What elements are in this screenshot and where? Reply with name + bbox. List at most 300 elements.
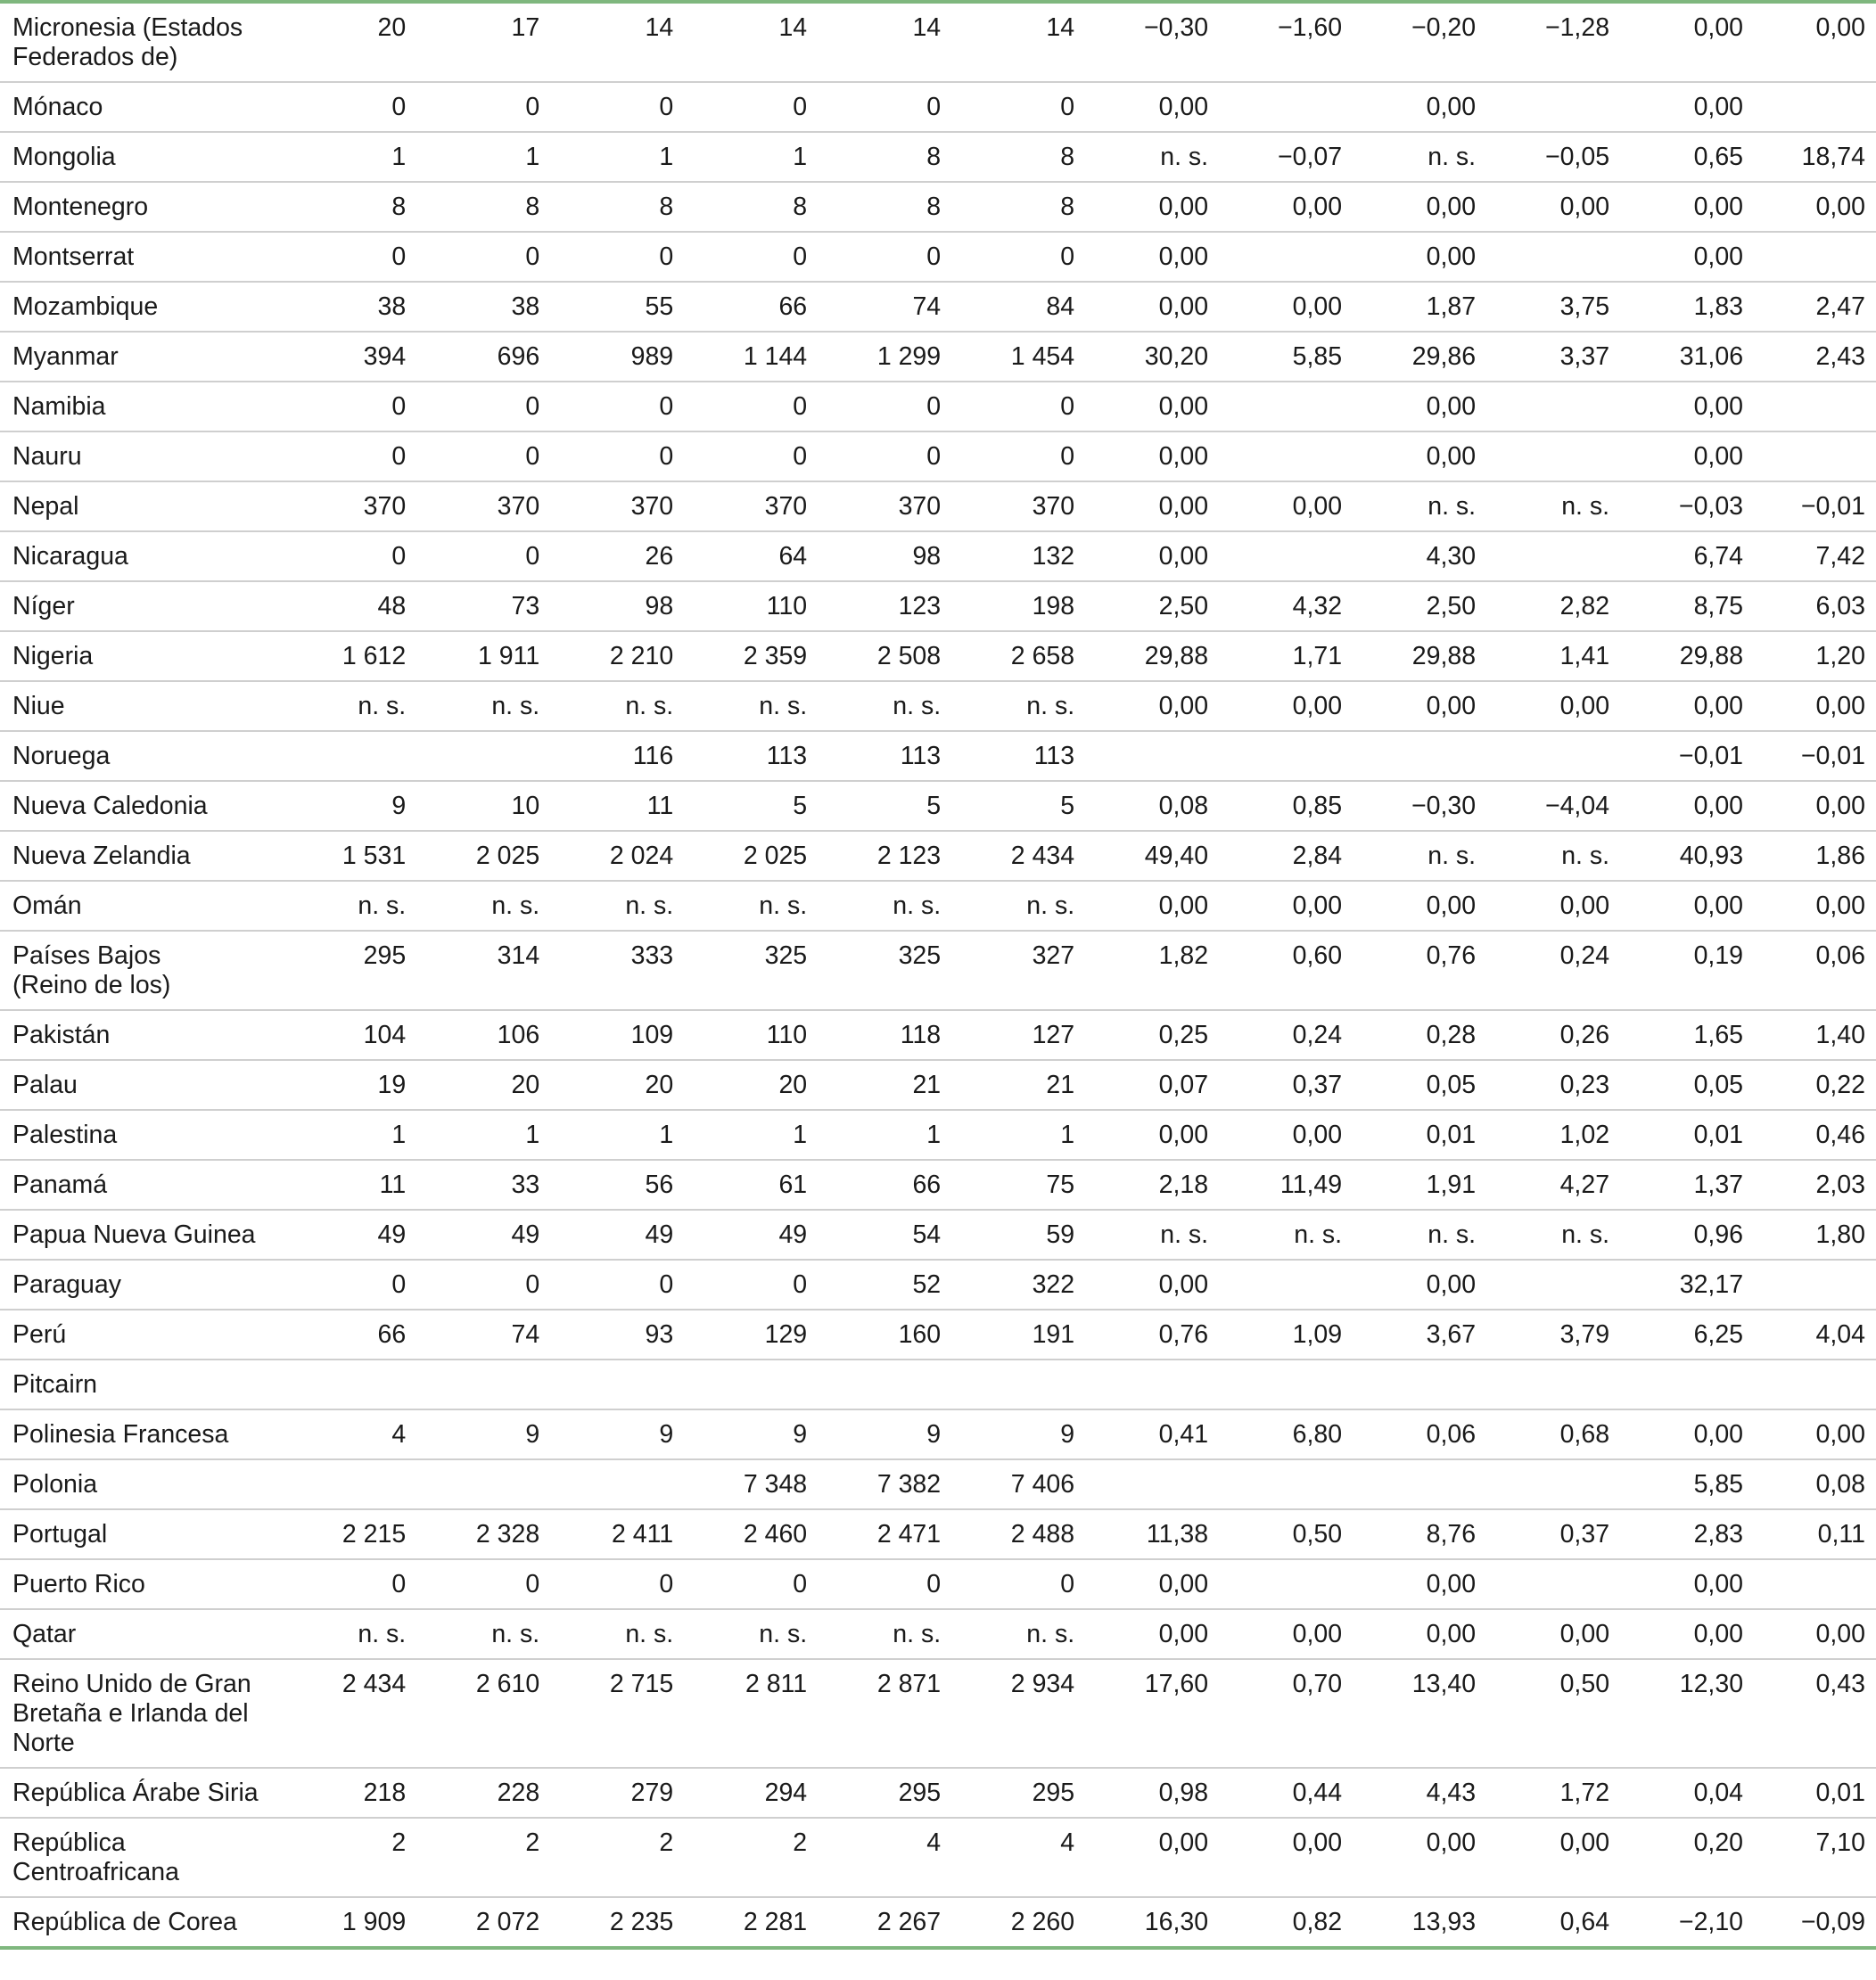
value-cell: 327 <box>951 931 1085 1010</box>
value-cell: 0,00 <box>1620 82 1754 132</box>
value-cell: 2,82 <box>1486 581 1620 631</box>
value-cell: 1 911 <box>416 631 550 681</box>
value-cell: 0 <box>416 382 550 431</box>
value-cell: 116 <box>550 731 684 781</box>
value-cell: n. s. <box>550 681 684 731</box>
value-cell: 1 144 <box>684 332 818 382</box>
value-cell: 0,00 <box>1353 1609 1486 1659</box>
value-cell: 1 <box>818 1110 951 1160</box>
value-cell: 11 <box>550 781 684 831</box>
country-name: Namibia <box>12 392 106 421</box>
value-cell: 0,37 <box>1486 1509 1620 1559</box>
value-cell <box>1754 1260 1876 1310</box>
country-name-cell <box>0 731 283 781</box>
value-cell: 1,86 <box>1754 831 1876 881</box>
value-cell: 0,00 <box>1085 1260 1219 1310</box>
value-cell: 2 508 <box>818 631 951 681</box>
value-cell: 2 235 <box>550 1897 684 1948</box>
value-cell: 0 <box>550 1559 684 1609</box>
country-name: Nigeria <box>12 642 94 670</box>
value-cell: 1 <box>951 1110 1085 1160</box>
value-cell: 9 <box>684 1409 818 1459</box>
value-cell: 7 348 <box>684 1459 818 1509</box>
country-name-cell <box>0 1818 283 1897</box>
value-cell: 0,00 <box>1754 881 1876 931</box>
value-cell: n. s. <box>1486 831 1620 881</box>
value-cell: 113 <box>684 731 818 781</box>
value-cell: 2 460 <box>684 1509 818 1559</box>
country-name-cell <box>0 1509 283 1559</box>
value-cell: 0 <box>951 82 1085 132</box>
value-cell: 59 <box>951 1210 1085 1260</box>
value-cell <box>1085 1459 1219 1509</box>
value-cell: 0 <box>416 531 550 581</box>
value-cell: 14 <box>818 2 951 82</box>
country-name-cell <box>0 1659 283 1768</box>
value-cell: 49 <box>550 1210 684 1260</box>
table-row <box>0 931 1876 1010</box>
country-name-cell <box>0 332 283 382</box>
value-cell <box>416 1360 550 1409</box>
value-cell: 4 <box>283 1409 416 1459</box>
value-cell: 0 <box>818 382 951 431</box>
country-name: Montenegro <box>12 193 149 221</box>
value-cell: 4 <box>818 1818 951 1897</box>
country-name: Nueva Caledonia <box>12 792 208 820</box>
table-row <box>0 1060 1876 1110</box>
country-name: Nepal <box>12 492 79 521</box>
value-cell: 1,65 <box>1620 1010 1754 1060</box>
value-cell: 29,88 <box>1353 631 1486 681</box>
value-cell: 0,00 <box>1219 1110 1353 1160</box>
table-row <box>0 1010 1876 1060</box>
country-name: Polinesia Francesa <box>12 1420 229 1449</box>
value-cell: 370 <box>283 481 416 531</box>
value-cell: 49 <box>416 1210 550 1260</box>
table-row <box>0 1609 1876 1659</box>
value-cell: 1,71 <box>1219 631 1353 681</box>
value-cell: 0,00 <box>1353 681 1486 731</box>
value-cell <box>1754 1360 1876 1409</box>
value-cell <box>1486 382 1620 431</box>
country-name: Micronesia (Estados Federados de) <box>12 13 243 71</box>
table-row <box>0 1160 1876 1210</box>
table-row <box>0 1768 1876 1818</box>
value-cell: 0,23 <box>1486 1060 1620 1110</box>
value-cell: 0 <box>951 431 1085 481</box>
value-cell: 2 328 <box>416 1509 550 1559</box>
table-row <box>0 1310 1876 1360</box>
value-cell: 61 <box>684 1160 818 1210</box>
value-cell: 0 <box>416 82 550 132</box>
value-cell: 191 <box>951 1310 1085 1360</box>
value-cell: 0,00 <box>1353 431 1486 481</box>
country-name-cell <box>0 132 283 182</box>
value-cell: 0,26 <box>1486 1010 1620 1060</box>
value-cell <box>550 1360 684 1409</box>
table-row <box>0 431 1876 481</box>
value-cell: 325 <box>818 931 951 1010</box>
value-cell: n. s. <box>951 1609 1085 1659</box>
value-cell <box>1219 382 1353 431</box>
value-cell <box>1486 1360 1620 1409</box>
value-cell <box>550 1459 684 1509</box>
value-cell: 1,37 <box>1620 1160 1754 1210</box>
value-cell: 2 072 <box>416 1897 550 1948</box>
value-cell: 0,25 <box>1085 1010 1219 1060</box>
country-name-cell <box>0 681 283 731</box>
value-cell: 123 <box>818 581 951 631</box>
value-cell: 0 <box>684 1559 818 1609</box>
value-cell: 2 024 <box>550 831 684 881</box>
value-cell: 9 <box>283 781 416 831</box>
table-row <box>0 1110 1876 1160</box>
value-cell: 8 <box>684 182 818 232</box>
value-cell: 0,00 <box>1754 182 1876 232</box>
value-cell: 0,00 <box>1620 881 1754 931</box>
country-name: Palestina <box>12 1121 118 1149</box>
value-cell: 5 <box>951 781 1085 831</box>
table-row <box>0 1360 1876 1409</box>
value-cell: n. s. <box>283 1609 416 1659</box>
value-cell: 5,85 <box>1620 1459 1754 1509</box>
value-cell: 2 260 <box>951 1897 1085 1948</box>
value-cell: 8,76 <box>1353 1509 1486 1559</box>
value-cell: 84 <box>951 282 1085 332</box>
value-cell: 2 434 <box>951 831 1085 881</box>
value-cell: 7 406 <box>951 1459 1085 1509</box>
table-row <box>0 731 1876 781</box>
value-cell: 0,00 <box>1085 232 1219 282</box>
value-cell: −1,28 <box>1486 2 1620 82</box>
value-cell: 5 <box>684 781 818 831</box>
value-cell: 5,85 <box>1219 332 1353 382</box>
value-cell: 1,09 <box>1219 1310 1353 1360</box>
value-cell: 0 <box>416 1260 550 1310</box>
value-cell: 0,00 <box>1085 431 1219 481</box>
value-cell: 8 <box>951 182 1085 232</box>
value-cell: n. s. <box>1486 481 1620 531</box>
value-cell <box>1620 1360 1754 1409</box>
value-cell: 8 <box>416 182 550 232</box>
value-cell: 49 <box>684 1210 818 1260</box>
value-cell <box>1754 431 1876 481</box>
value-cell: 2 715 <box>550 1659 684 1768</box>
value-cell <box>818 1360 951 1409</box>
country-name: Puerto Rico <box>12 1570 145 1598</box>
value-cell: 6,03 <box>1754 581 1876 631</box>
table-row <box>0 1818 1876 1897</box>
value-cell: 0,00 <box>1620 1609 1754 1659</box>
value-cell: 2,84 <box>1219 831 1353 881</box>
value-cell: n. s. <box>951 881 1085 931</box>
value-cell: n. s. <box>1085 132 1219 182</box>
value-cell: 0,41 <box>1085 1409 1219 1459</box>
value-cell: 1,20 <box>1754 631 1876 681</box>
value-cell <box>1219 1260 1353 1310</box>
value-cell: 2 658 <box>951 631 1085 681</box>
value-cell <box>1754 382 1876 431</box>
value-cell: 1,91 <box>1353 1160 1486 1210</box>
value-cell: 48 <box>283 581 416 631</box>
value-cell: 0,00 <box>1085 1609 1219 1659</box>
country-name-cell <box>0 1060 283 1110</box>
value-cell: 0,20 <box>1620 1818 1754 1897</box>
country-name-cell <box>0 2 283 82</box>
value-cell: 0,00 <box>1219 881 1353 931</box>
value-cell: 0,24 <box>1486 931 1620 1010</box>
value-cell: 98 <box>818 531 951 581</box>
value-cell: 0,00 <box>1754 781 1876 831</box>
value-cell: −0,30 <box>1353 781 1486 831</box>
value-cell: 0,50 <box>1486 1659 1620 1768</box>
value-cell: 93 <box>550 1310 684 1360</box>
country-name-cell <box>0 1360 283 1409</box>
value-cell: 2 488 <box>951 1509 1085 1559</box>
value-cell <box>283 1360 416 1409</box>
value-cell: 0 <box>416 232 550 282</box>
value-cell: 2 210 <box>550 631 684 681</box>
country-name: Pakistán <box>12 1021 111 1049</box>
value-cell: 74 <box>818 282 951 332</box>
value-cell: 1,83 <box>1620 282 1754 332</box>
table-row <box>0 332 1876 382</box>
value-cell: 2 025 <box>416 831 550 881</box>
value-cell: 9 <box>416 1409 550 1459</box>
value-cell: −0,05 <box>1486 132 1620 182</box>
table-row <box>0 581 1876 631</box>
country-name: Mónaco <box>12 93 103 121</box>
value-cell: 7,10 <box>1754 1818 1876 1897</box>
value-cell: n. s. <box>550 881 684 931</box>
value-cell: 118 <box>818 1010 951 1060</box>
value-cell <box>684 1360 818 1409</box>
value-cell: 2 871 <box>818 1659 951 1768</box>
value-cell <box>1486 1459 1620 1509</box>
value-cell: 0,00 <box>1353 182 1486 232</box>
value-cell: 228 <box>416 1768 550 1818</box>
value-cell: 370 <box>818 481 951 531</box>
country-name-cell <box>0 1459 283 1509</box>
value-cell: 1 <box>684 1110 818 1160</box>
country-name: Portugal <box>12 1520 108 1549</box>
value-cell <box>283 731 416 781</box>
value-cell: 0,00 <box>1754 1409 1876 1459</box>
value-cell: 0 <box>818 431 951 481</box>
country-name-cell <box>0 1768 283 1818</box>
value-cell <box>1486 431 1620 481</box>
country-name-cell <box>0 1609 283 1659</box>
value-cell: 0,01 <box>1353 1110 1486 1160</box>
value-cell: 6,74 <box>1620 531 1754 581</box>
value-cell: 0 <box>818 232 951 282</box>
value-cell <box>1085 1360 1219 1409</box>
value-cell: 1,87 <box>1353 282 1486 332</box>
value-cell: 11,49 <box>1219 1160 1353 1210</box>
country-name: República de Corea <box>12 1908 237 1936</box>
value-cell: 20 <box>550 1060 684 1110</box>
country-name-cell <box>0 881 283 931</box>
value-cell: −2,10 <box>1620 1897 1754 1948</box>
value-cell: 0 <box>550 382 684 431</box>
value-cell: n. s. <box>283 881 416 931</box>
country-name-cell <box>0 831 283 881</box>
value-cell: 73 <box>416 581 550 631</box>
value-cell: −0,20 <box>1353 2 1486 82</box>
value-cell: 0,00 <box>1754 1609 1876 1659</box>
country-name: Níger <box>12 592 75 620</box>
value-cell: 2 <box>283 1818 416 1897</box>
value-cell: 218 <box>283 1768 416 1818</box>
value-cell: 1 <box>283 132 416 182</box>
value-cell: 2,50 <box>1085 581 1219 631</box>
value-cell: 0,11 <box>1754 1509 1876 1559</box>
value-cell: n. s. <box>416 681 550 731</box>
value-cell: n. s. <box>550 1609 684 1659</box>
country-name-cell <box>0 481 283 531</box>
value-cell: 3,67 <box>1353 1310 1486 1360</box>
value-cell: 11,38 <box>1085 1509 1219 1559</box>
country-name: Papua Nueva Guinea <box>12 1220 256 1249</box>
value-cell: 0,70 <box>1219 1659 1353 1768</box>
value-cell: 0,00 <box>1620 431 1754 481</box>
value-cell: 49 <box>283 1210 416 1260</box>
value-cell: 49,40 <box>1085 831 1219 881</box>
value-cell: 2,47 <box>1754 282 1876 332</box>
value-cell: 8 <box>818 182 951 232</box>
country-name-cell <box>0 1160 283 1210</box>
country-name: Mozambique <box>12 292 159 321</box>
value-cell: 325 <box>684 931 818 1010</box>
value-cell: 5 <box>818 781 951 831</box>
value-cell: 0 <box>550 82 684 132</box>
value-cell: 11 <box>283 1160 416 1210</box>
value-cell: 0,00 <box>1620 1559 1754 1609</box>
value-cell: 13,40 <box>1353 1659 1486 1768</box>
value-cell: 0,60 <box>1219 931 1353 1010</box>
country-name-cell <box>0 1110 283 1160</box>
country-name: Pitcairn <box>12 1370 98 1399</box>
value-cell: 2 359 <box>684 631 818 681</box>
value-cell: 1 <box>550 1110 684 1160</box>
value-cell: 279 <box>550 1768 684 1818</box>
value-cell: 21 <box>818 1060 951 1110</box>
value-cell: 14 <box>951 2 1085 82</box>
value-cell <box>1486 731 1620 781</box>
value-cell: 0,06 <box>1754 931 1876 1010</box>
country-name: Paraguay <box>12 1270 122 1299</box>
value-cell: 370 <box>684 481 818 531</box>
value-cell: 0,22 <box>1754 1060 1876 1110</box>
value-cell: 4,27 <box>1486 1160 1620 1210</box>
value-cell: −0,01 <box>1754 731 1876 781</box>
value-cell: 0,06 <box>1353 1409 1486 1459</box>
value-cell: 2 281 <box>684 1897 818 1948</box>
value-cell: 0 <box>550 431 684 481</box>
table-row <box>0 481 1876 531</box>
value-cell: 0,19 <box>1620 931 1754 1010</box>
value-cell: 1,80 <box>1754 1210 1876 1260</box>
value-cell: 29,88 <box>1620 631 1754 681</box>
value-cell: n. s. <box>1085 1210 1219 1260</box>
value-cell: 4,30 <box>1353 531 1486 581</box>
value-cell: 8,75 <box>1620 581 1754 631</box>
value-cell: 0,00 <box>1219 681 1353 731</box>
value-cell: 66 <box>818 1160 951 1210</box>
country-name: Países Bajos (Reino de los) <box>12 941 171 999</box>
value-cell: 21 <box>951 1060 1085 1110</box>
country-name: Myanmar <box>12 342 119 371</box>
value-cell: 0 <box>684 82 818 132</box>
country-name: Noruega <box>12 742 111 770</box>
value-cell: 1 612 <box>283 631 416 681</box>
value-cell: n. s. <box>684 681 818 731</box>
table-row <box>0 282 1876 332</box>
value-cell: 2 411 <box>550 1509 684 1559</box>
value-cell: 370 <box>416 481 550 531</box>
country-name-cell <box>0 781 283 831</box>
table-body <box>0 2 1876 1948</box>
value-cell: 0,00 <box>1486 881 1620 931</box>
value-cell: 0 <box>550 232 684 282</box>
value-cell: 56 <box>550 1160 684 1210</box>
value-cell: 66 <box>684 282 818 332</box>
value-cell <box>951 1360 1085 1409</box>
value-cell: 6,80 <box>1219 1409 1353 1459</box>
value-cell: 0,07 <box>1085 1060 1219 1110</box>
value-cell: 0 <box>550 1260 684 1310</box>
value-cell: 0 <box>283 382 416 431</box>
value-cell <box>283 1459 416 1509</box>
value-cell: 7 382 <box>818 1459 951 1509</box>
value-cell: 0,04 <box>1620 1768 1754 1818</box>
value-cell: 3,37 <box>1486 332 1620 382</box>
value-cell: 20 <box>684 1060 818 1110</box>
value-cell: n. s. <box>416 1609 550 1659</box>
value-cell: 2,18 <box>1085 1160 1219 1210</box>
value-cell: 29,86 <box>1353 332 1486 382</box>
value-cell: −0,07 <box>1219 132 1353 182</box>
country-name-cell <box>0 182 283 232</box>
value-cell: 0 <box>951 1559 1085 1609</box>
table-row <box>0 132 1876 182</box>
value-cell: 294 <box>684 1768 818 1818</box>
table-row <box>0 82 1876 132</box>
value-cell <box>1754 82 1876 132</box>
value-cell: 2 471 <box>818 1509 951 1559</box>
value-cell: 20 <box>416 1060 550 1110</box>
value-cell: 0 <box>684 382 818 431</box>
table-row <box>0 1409 1876 1459</box>
value-cell <box>1219 232 1353 282</box>
value-cell: 370 <box>550 481 684 531</box>
table-row <box>0 382 1876 431</box>
value-cell: 0,00 <box>1219 182 1353 232</box>
value-cell: 10 <box>416 781 550 831</box>
value-cell: 2 <box>550 1818 684 1897</box>
value-cell: 0,05 <box>1620 1060 1754 1110</box>
country-name: Omán <box>12 891 82 920</box>
value-cell: 160 <box>818 1310 951 1360</box>
value-cell: 2 610 <box>416 1659 550 1768</box>
country-name: Nauru <box>12 442 82 471</box>
table-row <box>0 1559 1876 1609</box>
country-name-cell <box>0 531 283 581</box>
value-cell: 17,60 <box>1085 1659 1219 1768</box>
value-cell: 0,00 <box>1486 1609 1620 1659</box>
table-row <box>0 182 1876 232</box>
value-cell <box>1219 1360 1353 1409</box>
